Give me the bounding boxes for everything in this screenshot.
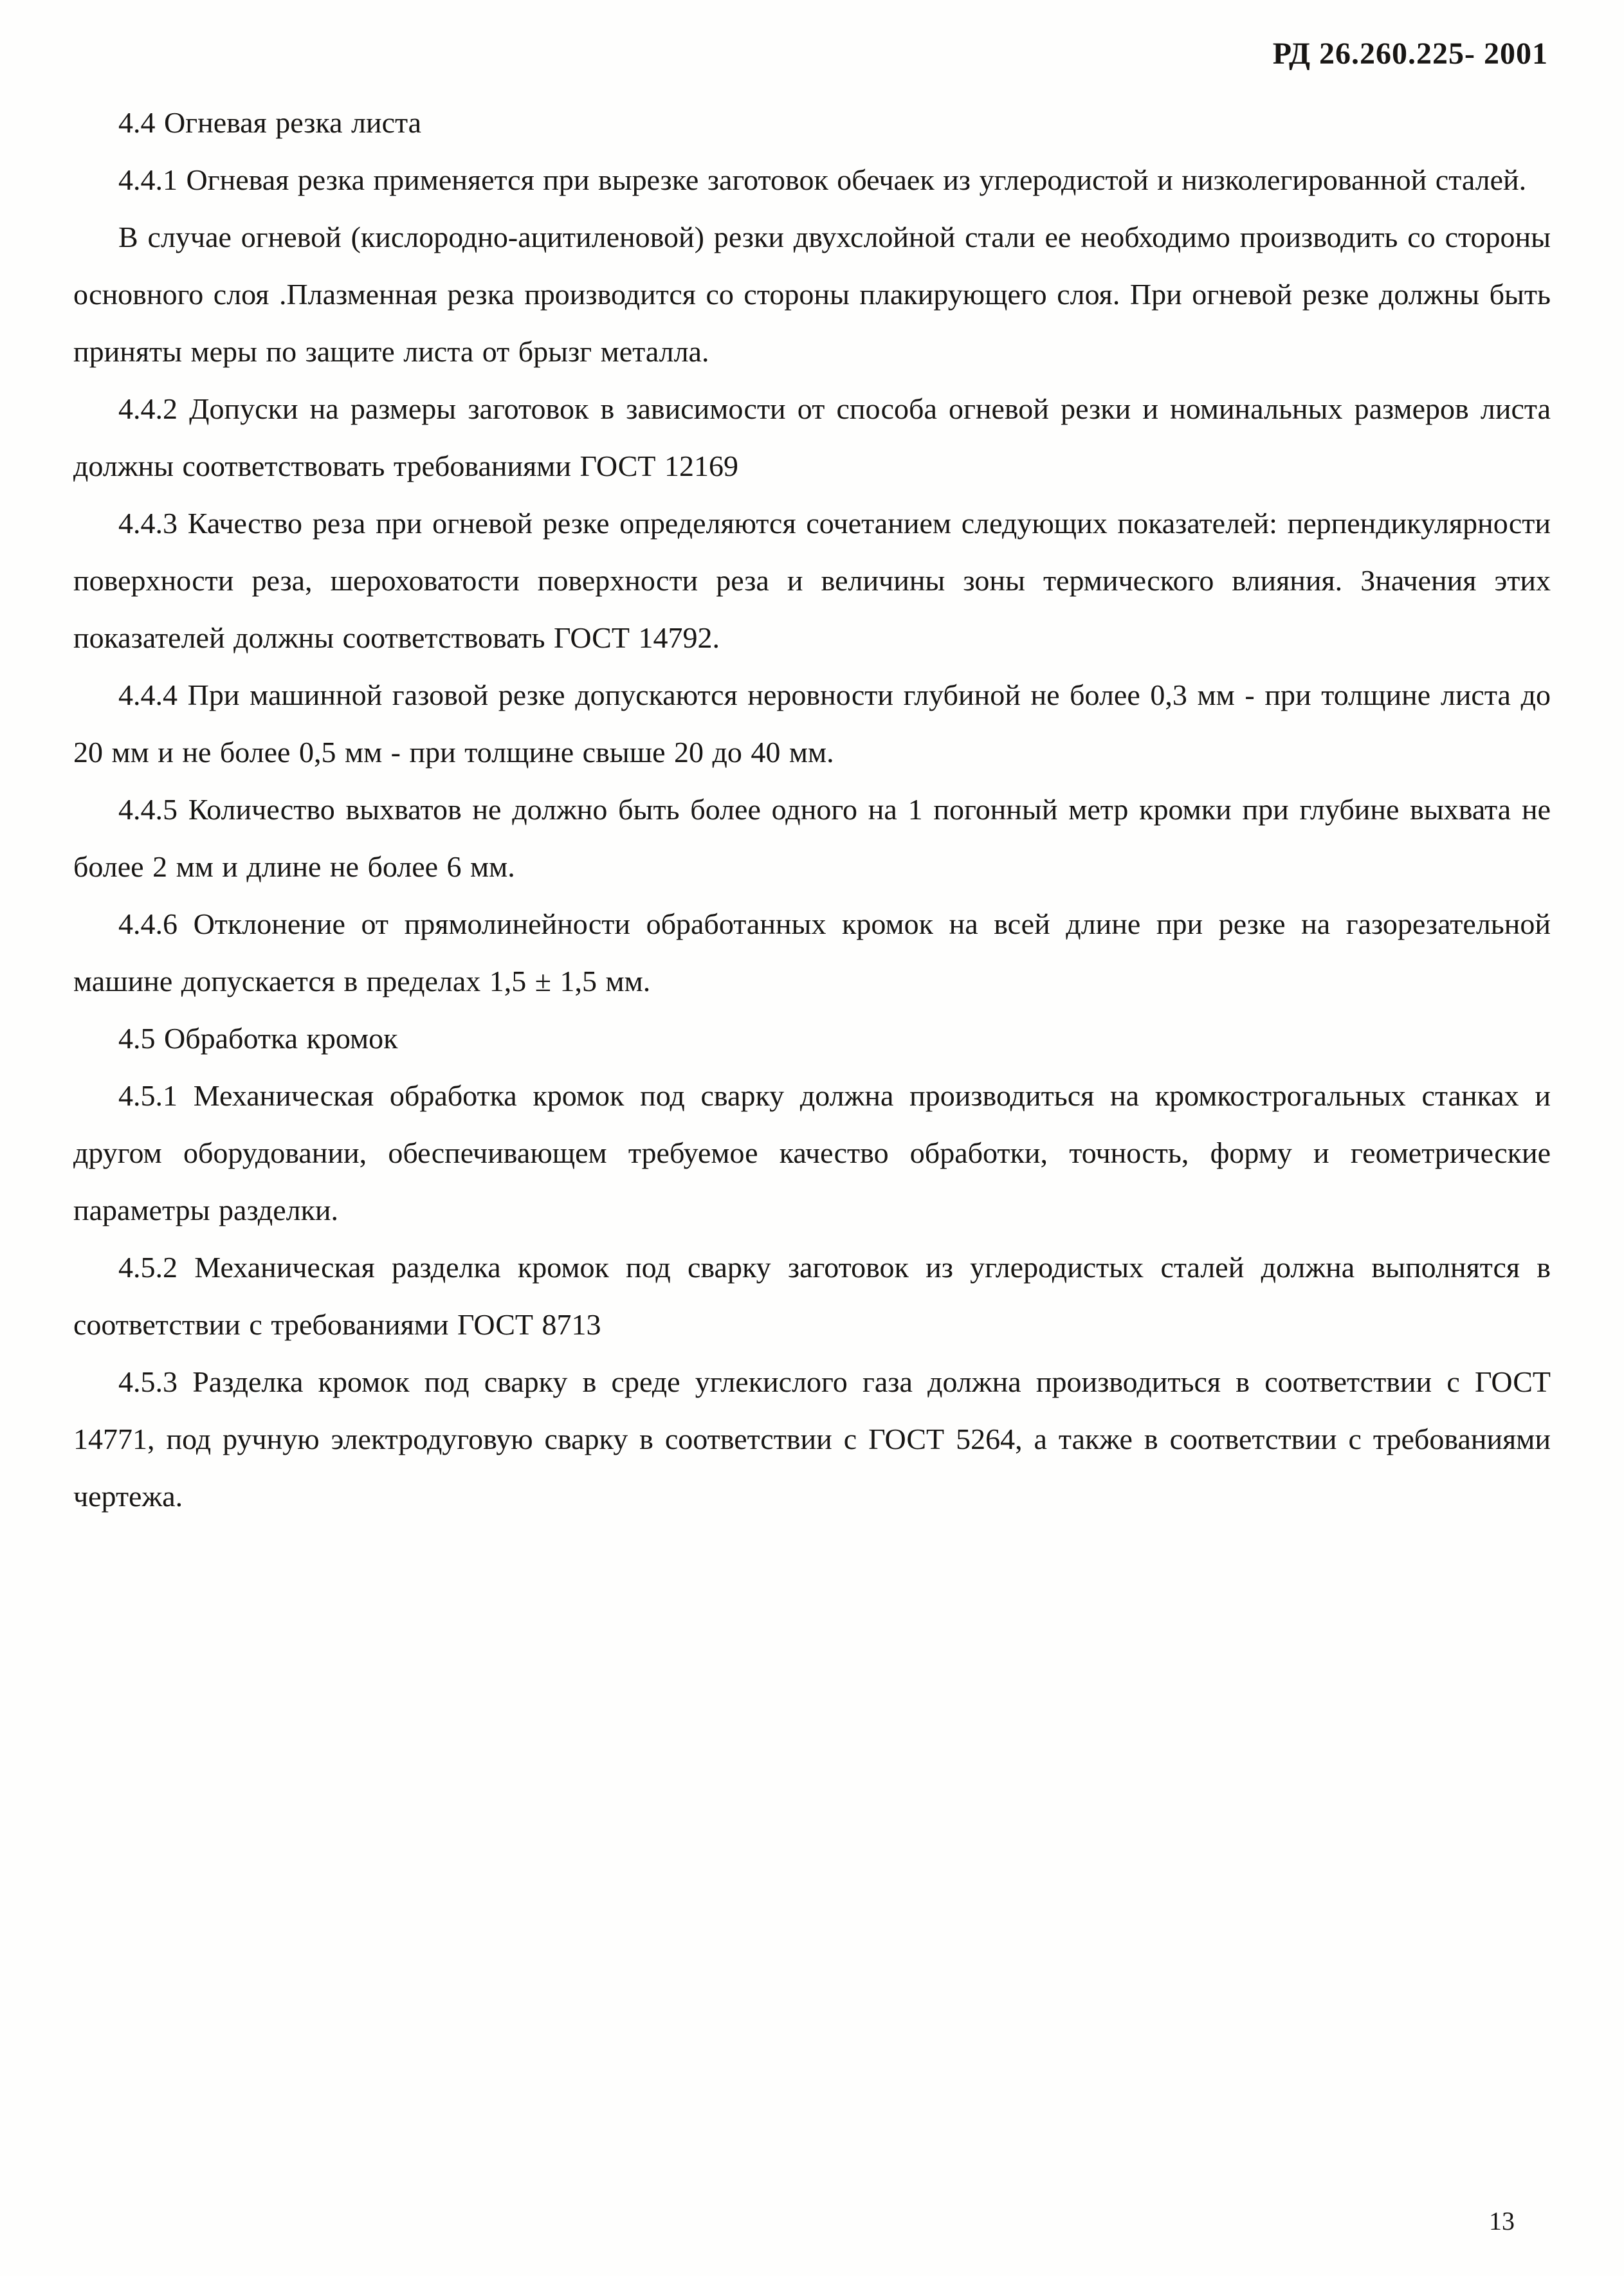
paragraph: 4.4.2 Допуски на размеры заготовок в зависимости от способа огневой резки и номинальных размеров листа должны соответствовать требованиями ГОСТ 12169 bbox=[73, 392, 1551, 482]
document-code-header: РД 26.260.225- 2001 bbox=[1272, 37, 1548, 71]
page-number: 13 bbox=[1489, 2207, 1515, 2235]
paragraph: 4.4.5 Количество выхватов не должно быть более одного на 1 погонный метр кромки при глубине выхвата не более 2 мм и длине не более 6 мм. bbox=[73, 793, 1551, 883]
paragraph: 4.5.3 Разделка кромок под сварку в среде углекислого газа должна производиться в соответствии с ГОСТ 14771, под ручную электродуговую сварку в соответствии с ГОСТ 5264, а также в соответствии с требованиями чертежа. bbox=[73, 1365, 1551, 1513]
paragraph: 4.5.1 Механическая обработка кромок под сварку должна производиться на кромкострогальных станках и другом оборудовании, обеспечивающем требуемое качество обработки, точность, форму и геометрические параметры разделки. bbox=[73, 1079, 1551, 1226]
paragraph: 4.4.1 Огневая резка применяется при вырезке заготовок обечаек из углеродистой и низколегированной сталей. bbox=[118, 163, 1527, 196]
paragraph: В случае огневой (кислородно-ацитиленовой) резки двухслойной стали ее необходимо производить со стороны основного слоя .Плазменная резка производится со стороны плакирующего слоя. При огневой резке должны быть приняты меры по защите листа от брызг металла. bbox=[73, 221, 1551, 368]
paragraph: 4.4.3 Качество реза при огневой резке определяются сочетанием следующих показателей: перпендикулярности поверхности реза, шероховатости поверхности реза и величины зоны термического влияния. Значения этих показателей должны соответствовать ГОСТ 14792. bbox=[73, 507, 1551, 654]
paragraph: 4.5.2 Механическая разделка кромок под сварку заготовок из углеродистых сталей должна выполнятся в соответствии с требованиями ГОСТ 8713 bbox=[73, 1251, 1551, 1341]
paragraph: 4.4.4 При машинной газовой резке допускаются неровности глубиной не более 0,3 мм - при толщине листа до 20 мм и не более 0,5 мм - при толщине свыше 20 до 40 мм. bbox=[73, 678, 1551, 769]
document-body bbox=[73, 94, 1551, 1525]
paragraph: 4.4.6 Отклонение от прямолинейности обработанных кромок на всей длине при резке на газорезательной машине допускается в пределах 1,5 ± 1,5 мм. bbox=[73, 907, 1551, 997]
paragraph-section-title: 4.5 Обработка кромок bbox=[118, 1022, 398, 1055]
paragraph-section-title: 4.4 Огневая резка листа bbox=[118, 106, 422, 139]
